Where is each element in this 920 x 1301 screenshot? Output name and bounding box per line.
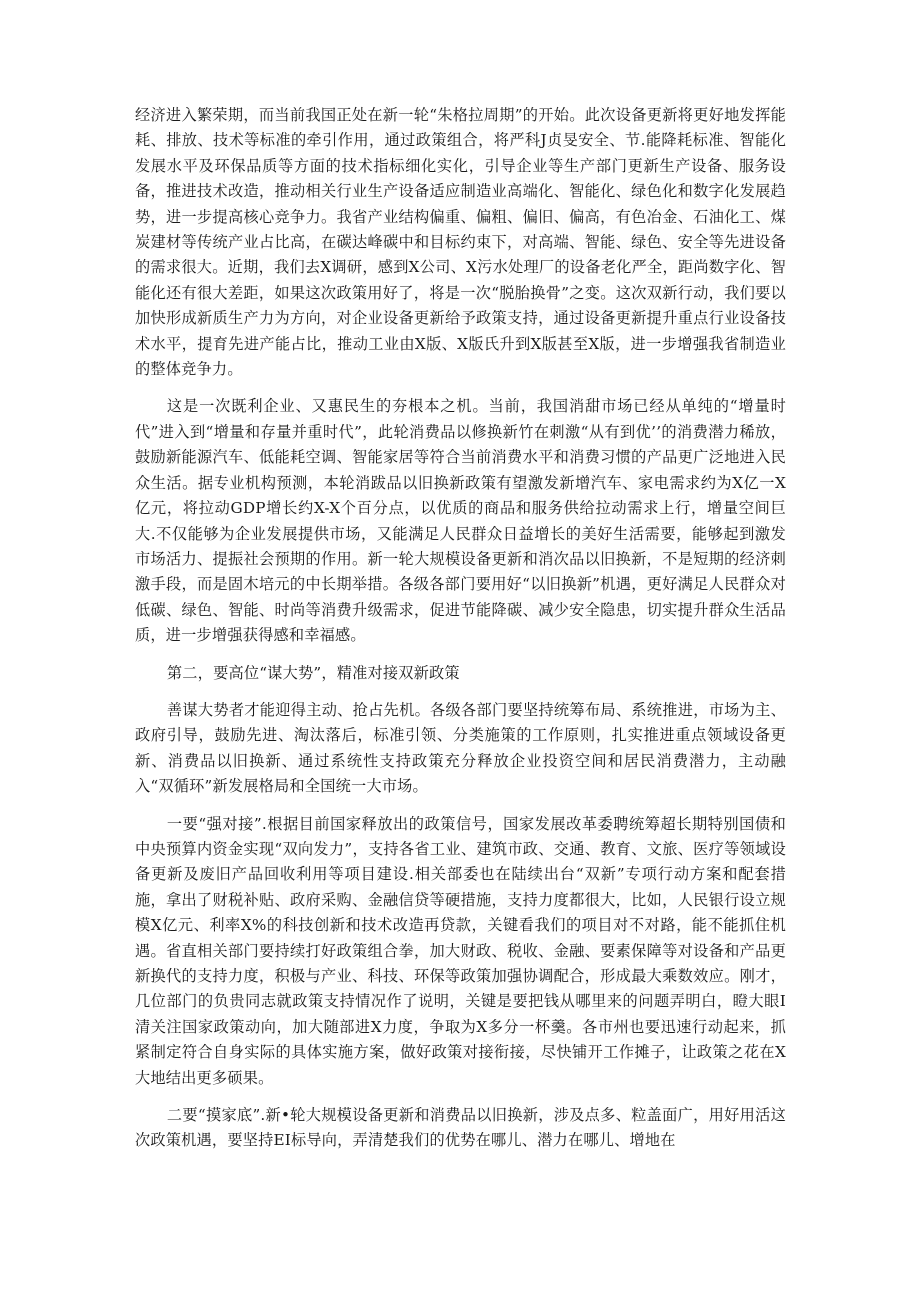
paragraph-grasp-trend: 善谋大势者才能迎得主动、抢占先机。各级各部门要坚持统筹布局、系统推进，市场为主、政府引导，鼓励先进、淘汰落后，标准引领、分类施策的工作原则，扎实推进重点领域设备更新、消费品以旧换新、通过系统性支持政策充分释放企业投资空间和居民消费潜力，主动融入“双循环”新发展格局和全国统一大市场。 — [135, 700, 786, 796]
section-heading-second: 第二，要高位“谋大势”，精准对接双新政策 — [166, 663, 460, 682]
paragraph-know-assets: 二要“摸家底”.新•轮大规模设备更新和消费品以旧换新，涉及点多、粒盖面广，用好用活这次政策机遇，要坚持EI标导向，弄清楚我们的优势在哪儿、潜力在哪儿、增地在 — [135, 1106, 786, 1150]
paragraph-consumer-trade-in: 这是一次既利企业、又惠民生的夯根本之机。当前，我国消甜市场已经从单纯的“增量时代”进入到“增量和存量并重时代”，此轮消费品以修换新竹在刺激“从有到优’’的消费潜力稀放，鼓励新能源汽车、低能耗空调、智能家居等符合当前消费水平和消费习惯的产品更广泛地进入民众生活。据专业机构预测，本轮消跋品以旧换新政策有望激发新增汽车、家电需求约为X亿一X亿元，将拉动GDP增长约X-X个百分点，以优质的商品和服务供给拉动需求上行，增量空间巨大.不仅能够为企业发展提供市场，又能满足人民群众日益增长的美好生活需要，能够起到激发市场活力、提振社会预期的作用。新一轮大规模设备更新和消次品以旧换新，不是短期的经济刺激手段，而是固木培元的中长期举措。各级各部门要用好“以旧换新”机遇，更好满足人民群众对低碳、绿色、智能、时尚等消费升级需求，促进节能降碳、减少安全隐患，切实提升群众生活品质，进一步增强获得感和幸福感。 — [135, 397, 786, 645]
paragraph-strengthen-docking: 一要“强对接”.根据目前国家释放出的政策信号，国家发展改革委聘统筹超长期特别国债和中央预算内资金实现“双向发力”，支持各省工业、建筑市政、交通、教育、文旅、医疗等领域设备更新及废旧产品回收利用等项目建设.相关部委也在陆续出台“双新”专项行动方案和配套措施，拿出了财税补贴、政府采购、金融信贷等硬措施，支持力度都很大，比如，人民银行设立规模X亿元、利率X%的科技创新和技术改造再贷款，关键看我们的项目对不对路，能不能抓住机遇。省直相关部门要持续打好政策组合拳，加大财政、税收、金融、要素保障等对设备和产品更新换代的支持力度，积极与产业、科技、环保等政策加强协调配合，形成最大乘数效应。刚才，几位部门的负贵同志就政策支持情况作了说明，关键是要把钱从哪里来的问题弄明白，瞪大眼I清关注国家政策动向，加大随部进X力度，争取为X多分一杯羹。各市州也要迅速行动起来，抓紧制定符合自身实际的具体实施方案，做好政策对接衔接，尽快铺开工作摊子，让政策之花在X大地结出更多硕果。 — [135, 814, 786, 1087]
paragraph-equipment-update: 经济进入繁荣期，而当前我国正处在新一轮“朱格拉周期”的开始。此次设备更新将更好地发挥能耗、排放、技术等标准的牵引作用，通过政策组合，将严科J贞旻安全、节.能降耗标准、智能化发展水平及环保品质等方面的技术指标细化实化，引导企业等生产部门更新生产设备、服务设备，推进技术改造，推动相关行业生产设备适应制造业高端化、智能化、绿色化和数字化发展趋势，进一步提高核心竞争力。我省产业结构偏重、偏粗、偏旧、偏高，有色冶金、石油化工、煤炭建材等传统产业占比高，在碳达峰碳中和目标约束下，对高端、智能、绿色、安全等先进设备的需求很大。近期，我们去X调研，感到X公司、X污水处理厂的设备老化严全，距尚数字化、智能化还有很大差距，如果这次政策用好了，将是一次“脱胎换骨”之变。这次双新行动，我们要以加快形成新质生产力为方向，对企业设备更新给予政策支持，通过设备更新提升重点行业设备技术水平，提育先进产能占比，推动工业由X版、X版氏升到X版甚至X版，进一步增强我省制造业的整体竞争力。 — [135, 106, 786, 379]
document-body — [135, 103, 786, 1166]
